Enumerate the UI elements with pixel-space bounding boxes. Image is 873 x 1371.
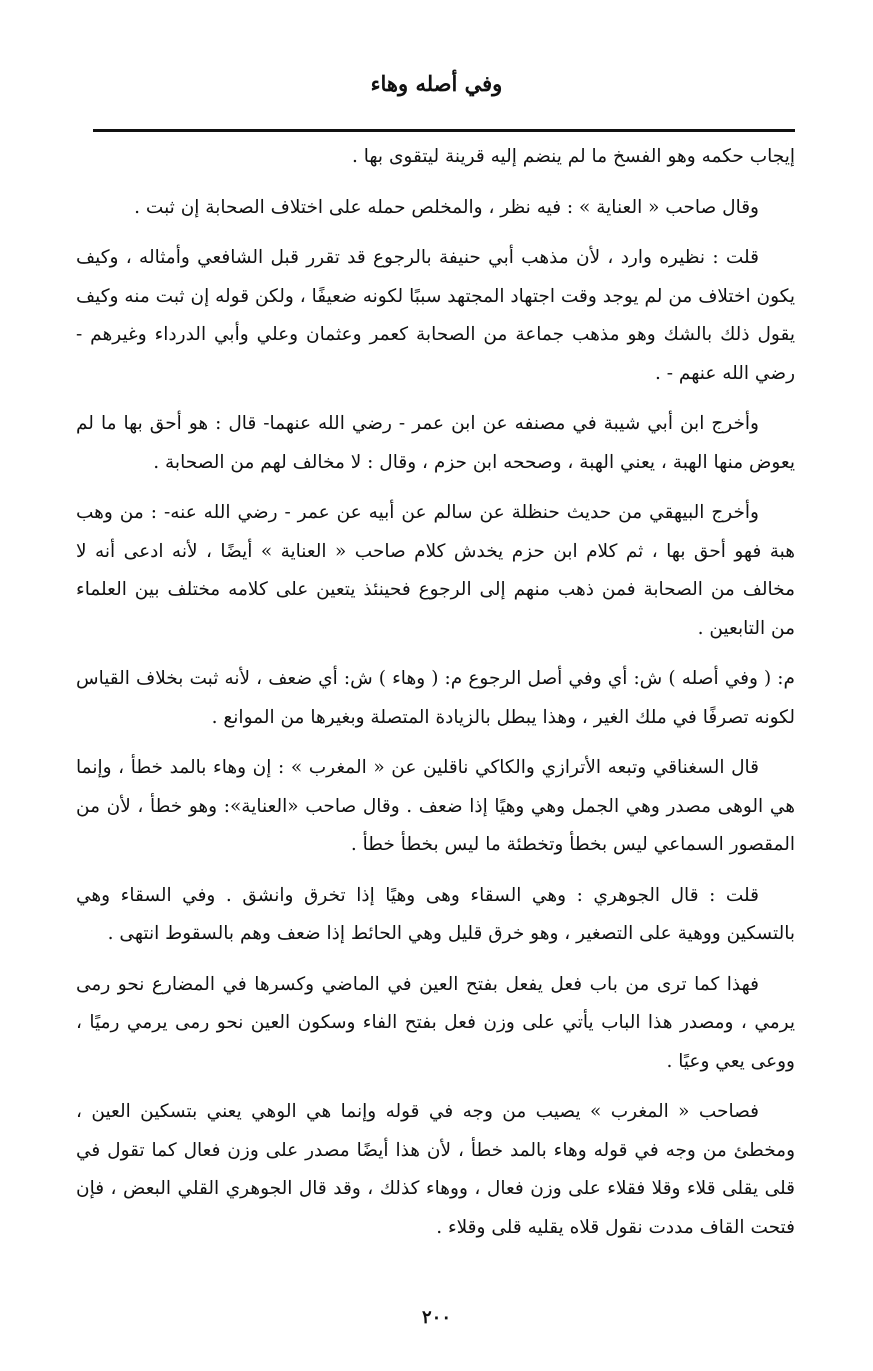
paragraph: فصاحب « المغرب » يصيب من وجه في قوله وإنما هي الوهي يعني بتسكين العين ، ومخطئ من وجه في قوله وهاء بالمد خطأ ، لأن هذا أيضًا مصدر على وزن فعال كما تقول في قلى يقلى قلاء وقلا فقلاء على وزن فعال ، ووهاء كذلك ، وقد قال الجوهري القلي البعض ، فإن فتحت القاف مددت نقول قلاه يقليه قلى وقلاء .	[76, 1101, 795, 1238]
paragraph: فهذا كما ترى من باب فعل يفعل بفتح العين في الماضي وكسرها في المضارع نحو رمى يرمي ، ومصدر هذا الباب يأتي على وزن فعل بفتح الفاء وسكون العين نحو رمى يرمي رميًا ، ووعى يعي وعيًا .	[76, 973, 795, 1072]
paragraph: قلت : قال الجوهري : وهي السقاء وهى وهيًا إذا تخرق وانشق . وفي السقاء وهي بالتسكين ووهية على التصغير ، وهو خرق قليل وهي الحائط إذا ضعف وهم بالسقوط انتهى .	[76, 884, 795, 944]
paragraph: وأخرج ابن أبي شيبة في مصنفه عن ابن عمر - رضي الله عنهما- قال : هو أحق بها ما لم يعوض منها الهبة ، يعني الهبة ، وصححه ابن حزم ، وقال : لا مخالف لهم من الصحابة .	[76, 413, 795, 473]
paragraph: قلت : نظيره وارد ، لأن مذهب أبي حنيفة بالرجوع قد تقرر قبل الشافعي وأمثاله ، وكيف يكون اختلاف من لم يوجد وقت اجتهاد المجتهد سببًا لكونه ضعيفًا ، ولكن قوله إن ثبت منه وكيف يقول ذلك بالشك وهو مذهب جماعة من الصحابة كعمر وعثمان وعلي وأبي الدرداء وغيرهم - رضي الله عنهم - .	[76, 247, 795, 384]
paragraph-matn-commentary: م: ( وفي أصله ) ش: أي وفي أصل الرجوع م: ( وهاء ) ش: أي ضعف ، لأنه ثبت بخلاف القياس لكونه تصرفًا في ملك الغير ، وهذا يبطل بالزيادة المتصلة وبغيرها من الموانع .	[76, 668, 795, 728]
paragraph-continuation: إيجاب حكمه وهو الفسخ ما لم ينضم إليه قرينة ليتقوى بها .	[351, 146, 795, 167]
running-header-title: وفي أصله وهاء	[370, 71, 503, 96]
paragraph: وقال صاحب « العناية » : فيه نظر ، والمخلص حمله على اختلاف الصحابة إن ثبت .	[134, 196, 759, 218]
header-divider	[93, 129, 795, 132]
paragraph: وأخرج البيهقي من حديث حنظلة عن سالم عن أبيه عن عمر - رضي الله عنه- : من وهب هبة فهو أحق بها ، ثم كلام ابن حزم يخدش كلام صاحب « العناية » أيضًا ، لأنه ادعى أنه لا مخالف من الصحابة فمن ذهب منهم إلى الرجوع فحينئذ يتعين على كلامه مختلف بين العلماء من التابعين .	[76, 502, 795, 639]
paragraph: قال السغناقي وتبعه الأترازي والكاكي ناقلين عن « المغرب » : إن وهاء بالمد خطأ ، وإنما هي الوهى مصدر وهي الجمل وهي وهيًا إذا ضعف . وقال صاحب «العناية»: وهو خطأ ، لأن من المقصور السماعي ليس بخطأ وتخطئة ما ليس بخطأ خطأ .	[76, 757, 795, 855]
page-number: ٢٠٠	[421, 1307, 451, 1328]
page-body	[76, 138, 795, 1259]
